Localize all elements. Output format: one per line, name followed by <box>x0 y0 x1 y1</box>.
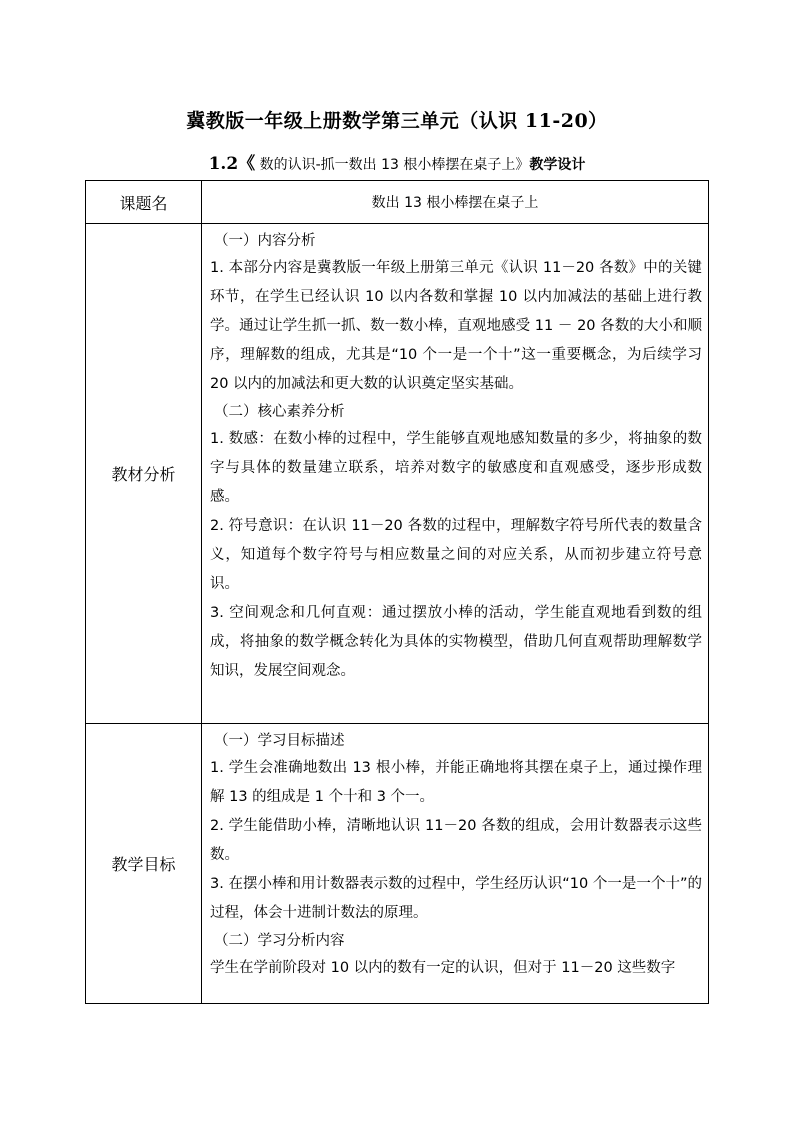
paragraph: 2. 学生能借助小棒，清晰地认识 11－20 各数的组成，会用计数器表示这些数。 <box>210 818 702 863</box>
section-heading: （二）学习分析内容 <box>214 933 345 949</box>
paragraph: 1. 本部分内容是冀教版一年级上册第三单元《认识 11－20 各数》中的关键环节，在学生已经认识 10 以内各数和掌握 10 以内加减法的基础上进行教学。通过让学生抓一抓、数一数小棒，直观地感受 11 － 20 各数的大小和顺序，理解数的组成，尤其是“10 个一是一个十”这一重要概念，为后续学习 20 以内的加减法和更大数的认识奠定坚实基础。 <box>210 260 702 392</box>
document-subtitle <box>0 149 794 174</box>
subtitle-prefix: 1.2《 <box>208 154 256 174</box>
table-row-teaching-goals <box>86 724 709 1004</box>
section-heading: （一）学习目标描述 <box>214 733 345 749</box>
subtitle-middle: 数的认识-抓一数出 13 根小棒摆在桌子上》 <box>255 157 530 173</box>
table-row-topic <box>86 181 709 224</box>
material-analysis-content <box>202 224 709 724</box>
lesson-plan-table <box>85 180 709 1004</box>
subtitle-suffix: 教学设计 <box>529 157 586 173</box>
section-heading: （二）核心素养分析 <box>214 404 345 420</box>
teaching-goals-label: 教学目标 <box>86 724 202 1004</box>
document-title: 冀教版一年级上册数学第三单元（认识 11-20） <box>186 110 608 132</box>
table-row-material-analysis <box>86 224 709 724</box>
topic-content: 数出 13 根小棒摆在桌子上 <box>202 181 709 224</box>
paragraph: 3. 在摆小棒和用计数器表示数的过程中，学生经历认识“10 个一是一个十”的过程，体会十进制计数法的原理。 <box>210 876 702 921</box>
paragraph: 2. 符号意识：在认识 11－20 各数的过程中，理解数字符号所代表的数量含义，知道每个数字符号与相应数量之间的对应关系，从而初步建立符号意识。 <box>210 518 702 592</box>
section-heading: （一）内容分析 <box>214 233 316 249</box>
teaching-goals-content <box>202 724 709 1004</box>
paragraph: 1. 学生会准确地数出 13 根小棒，并能正确地将其摆在桌子上，通过操作理解 13 的组成是 1 个十和 3 个一。 <box>210 760 702 805</box>
paragraph: 学生在学前阶段对 10 以内的数有一定的认识，但对于 11－20 这些数字 <box>210 960 676 976</box>
material-analysis-label: 教材分析 <box>86 224 202 724</box>
paragraph: 1. 数感：在数小棒的过程中，学生能够直观地感知数量的多少，将抽象的数字与具体的数量建立联系，培养对数字的敏感度和直观感受，逐步形成数感。 <box>210 431 702 505</box>
paragraph: 3. 空间观念和几何直观：通过摆放小棒的活动，学生能直观地看到数的组成，将抽象的数学概念转化为具体的实物模型，借助几何直观帮助理解数学知识，发展空间观念。 <box>210 605 702 679</box>
topic-label: 课题名 <box>86 181 202 224</box>
